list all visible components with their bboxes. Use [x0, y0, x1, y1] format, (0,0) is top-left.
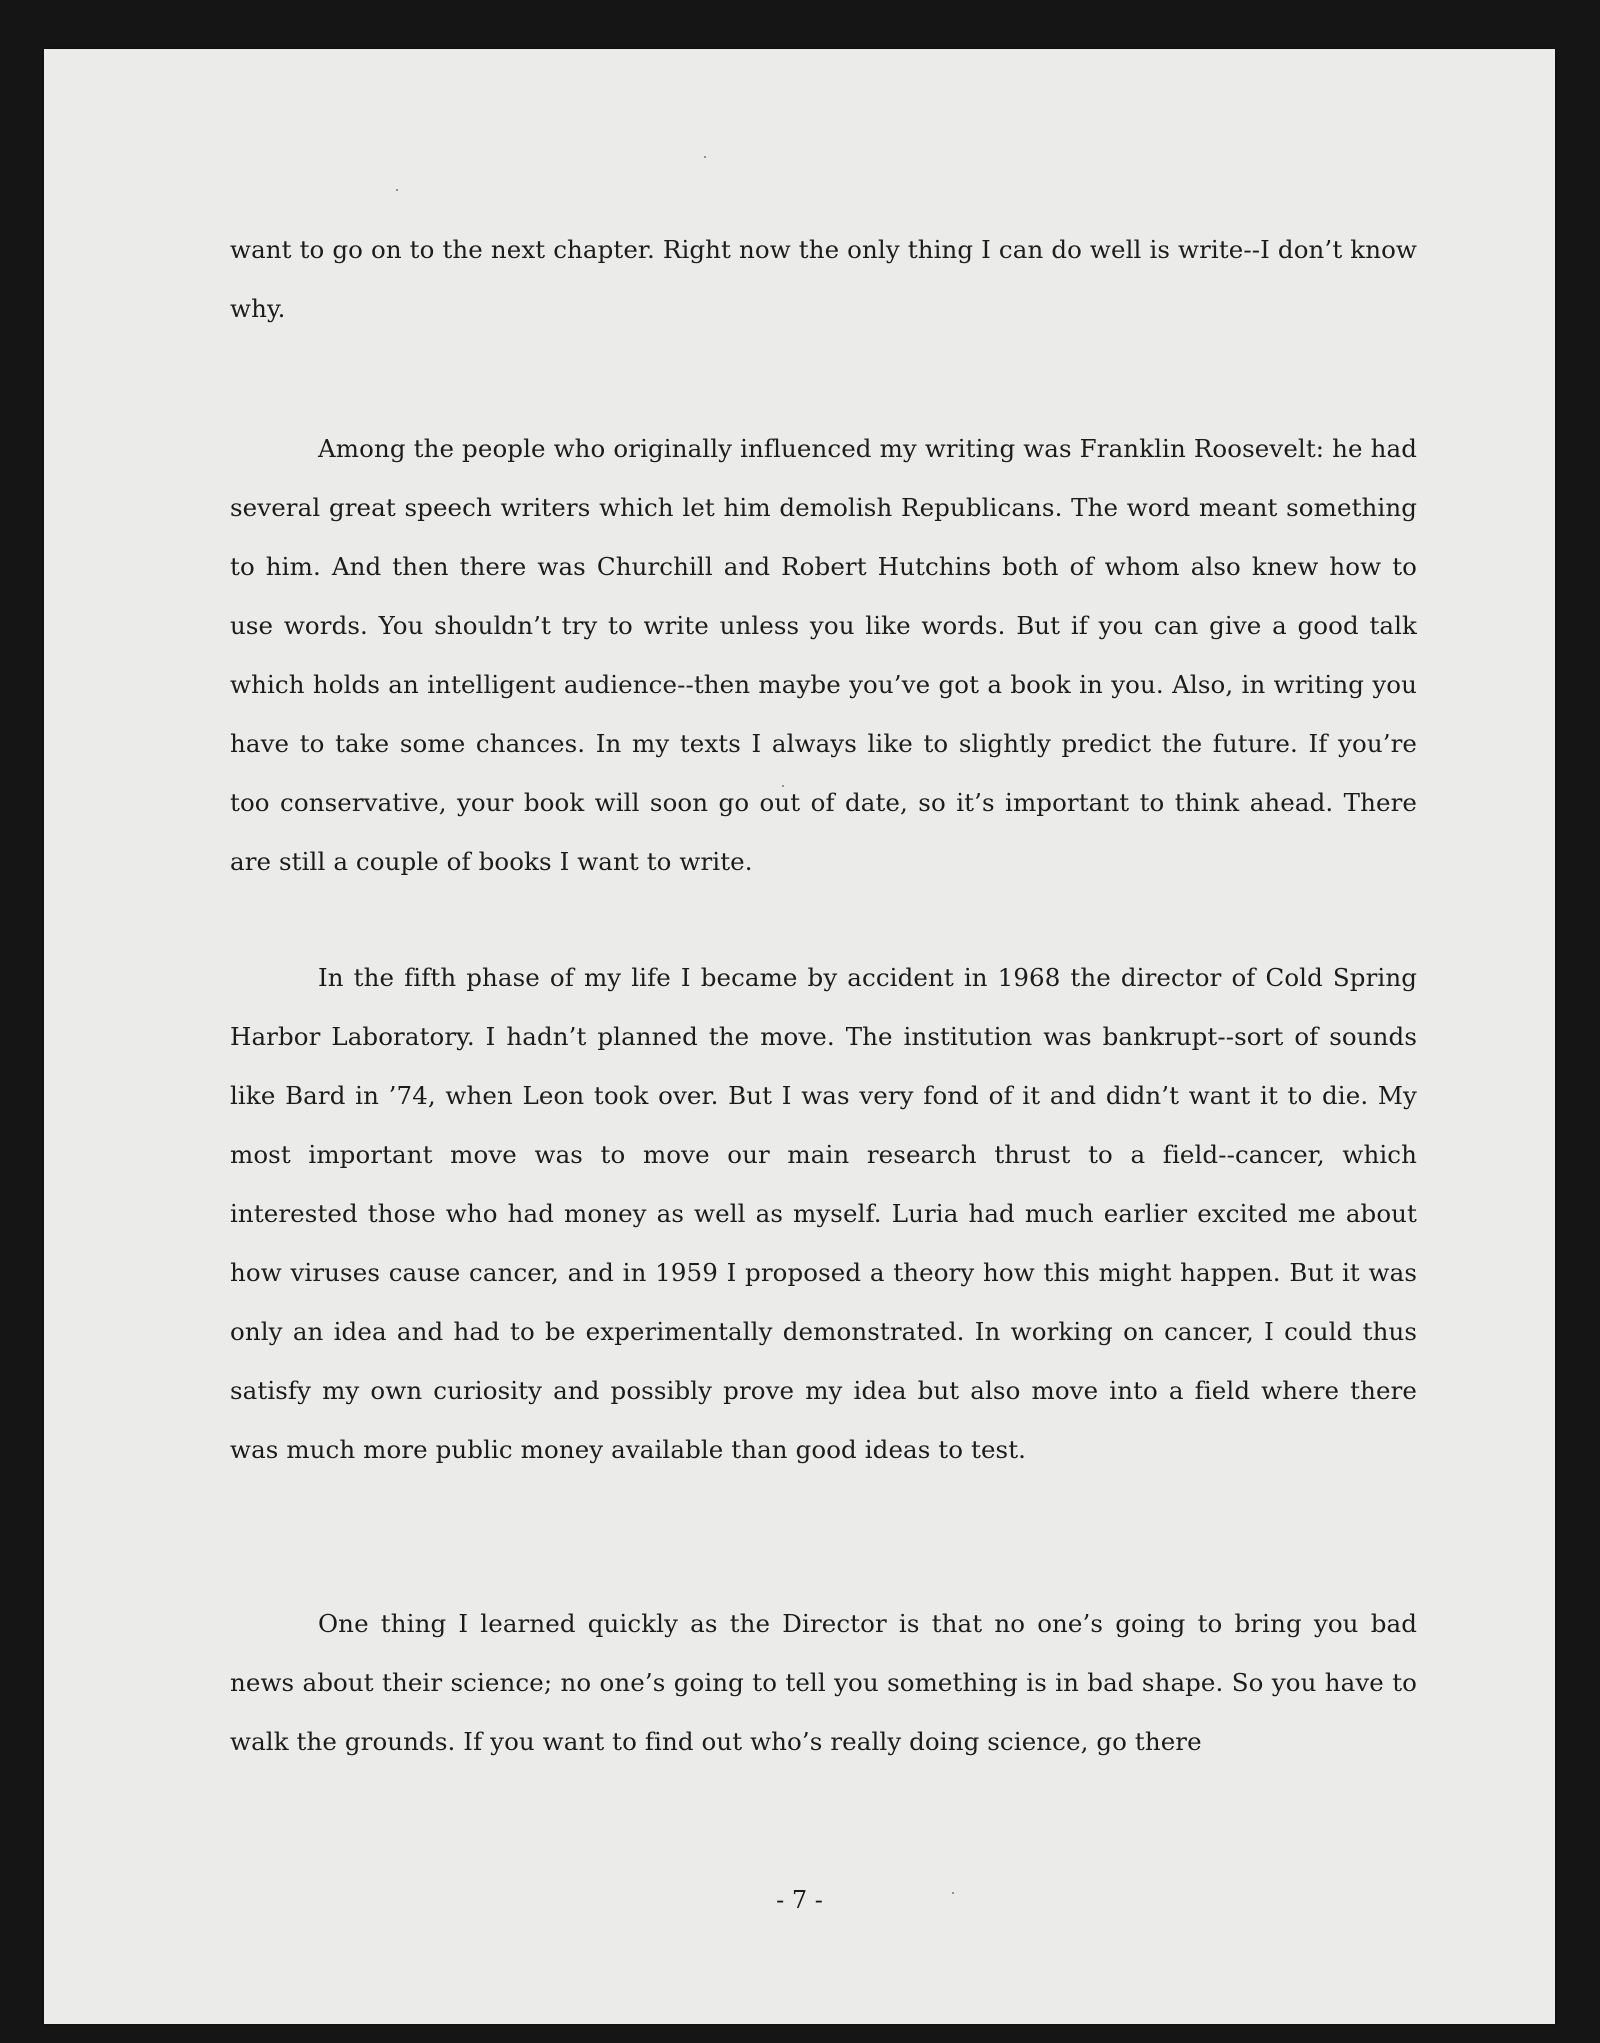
document-page [44, 49, 1555, 2024]
scan-speck [396, 189, 398, 191]
page-number: - 7 - [776, 1886, 823, 1914]
paragraph-text: In the fifth phase of my life I became by accident in 1968 the director of Cold Spring Harbor Laboratory. I hadn’t planned the move. The institution was bankrupt--sort of sounds like Bard in ’74, when Leon took over. But I was very fond of it and didn’t want it to die. My most important move was to move our main research thrust to a field--cancer, which interested those who had money as well as myself. Luria had much earlier excited me about how viruses cause cancer, and in 1959 I proposed a theory how this might happen. But it was only an idea and had to be experimentally demonstrated. In working on cancer, I could thus satisfy my own curiosity and possibly prove my idea but also move into a field where there was much more public money available than good ideas to test. [230, 963, 1417, 1464]
paragraph-director [230, 1594, 1417, 1771]
paragraph-text: One thing I learned quickly as the Director is that no one’s going to bring you bad news about their science; no one’s going to tell you something is in bad shape. So you have to walk the grounds. If you want to find out who’s really doing science, go there [230, 1609, 1417, 1756]
paragraph-influences [230, 419, 1417, 891]
paragraph-text: Among the people who originally influenced my writing was Franklin Roosevelt: he had several great speech writers which let him demolish Republicans. The word meant something to him. And then there was Churchill and Robert Hutchins both of whom also knew how to use words. You shouldn’t try to write unless you like words. But if you can give a good talk which holds an intelligent audience--then maybe you’ve got a book in you. Also, in writing you have to take some chances. In my texts I always like to slightly predict the future. If you’re too conservative, your book will soon go out of date, so it’s important to think ahead. There are still a couple of books I want to write. [230, 434, 1417, 876]
paragraph-text: want to go on to the next chapter. Right now the only thing I can do well is write--I don’t know why. [230, 235, 1417, 323]
scan-speck [952, 1892, 954, 1894]
paragraph-fifth-phase [230, 948, 1417, 1479]
paragraph-continuation [230, 220, 1417, 338]
scan-speck [782, 785, 784, 787]
scan-speck [704, 156, 706, 158]
